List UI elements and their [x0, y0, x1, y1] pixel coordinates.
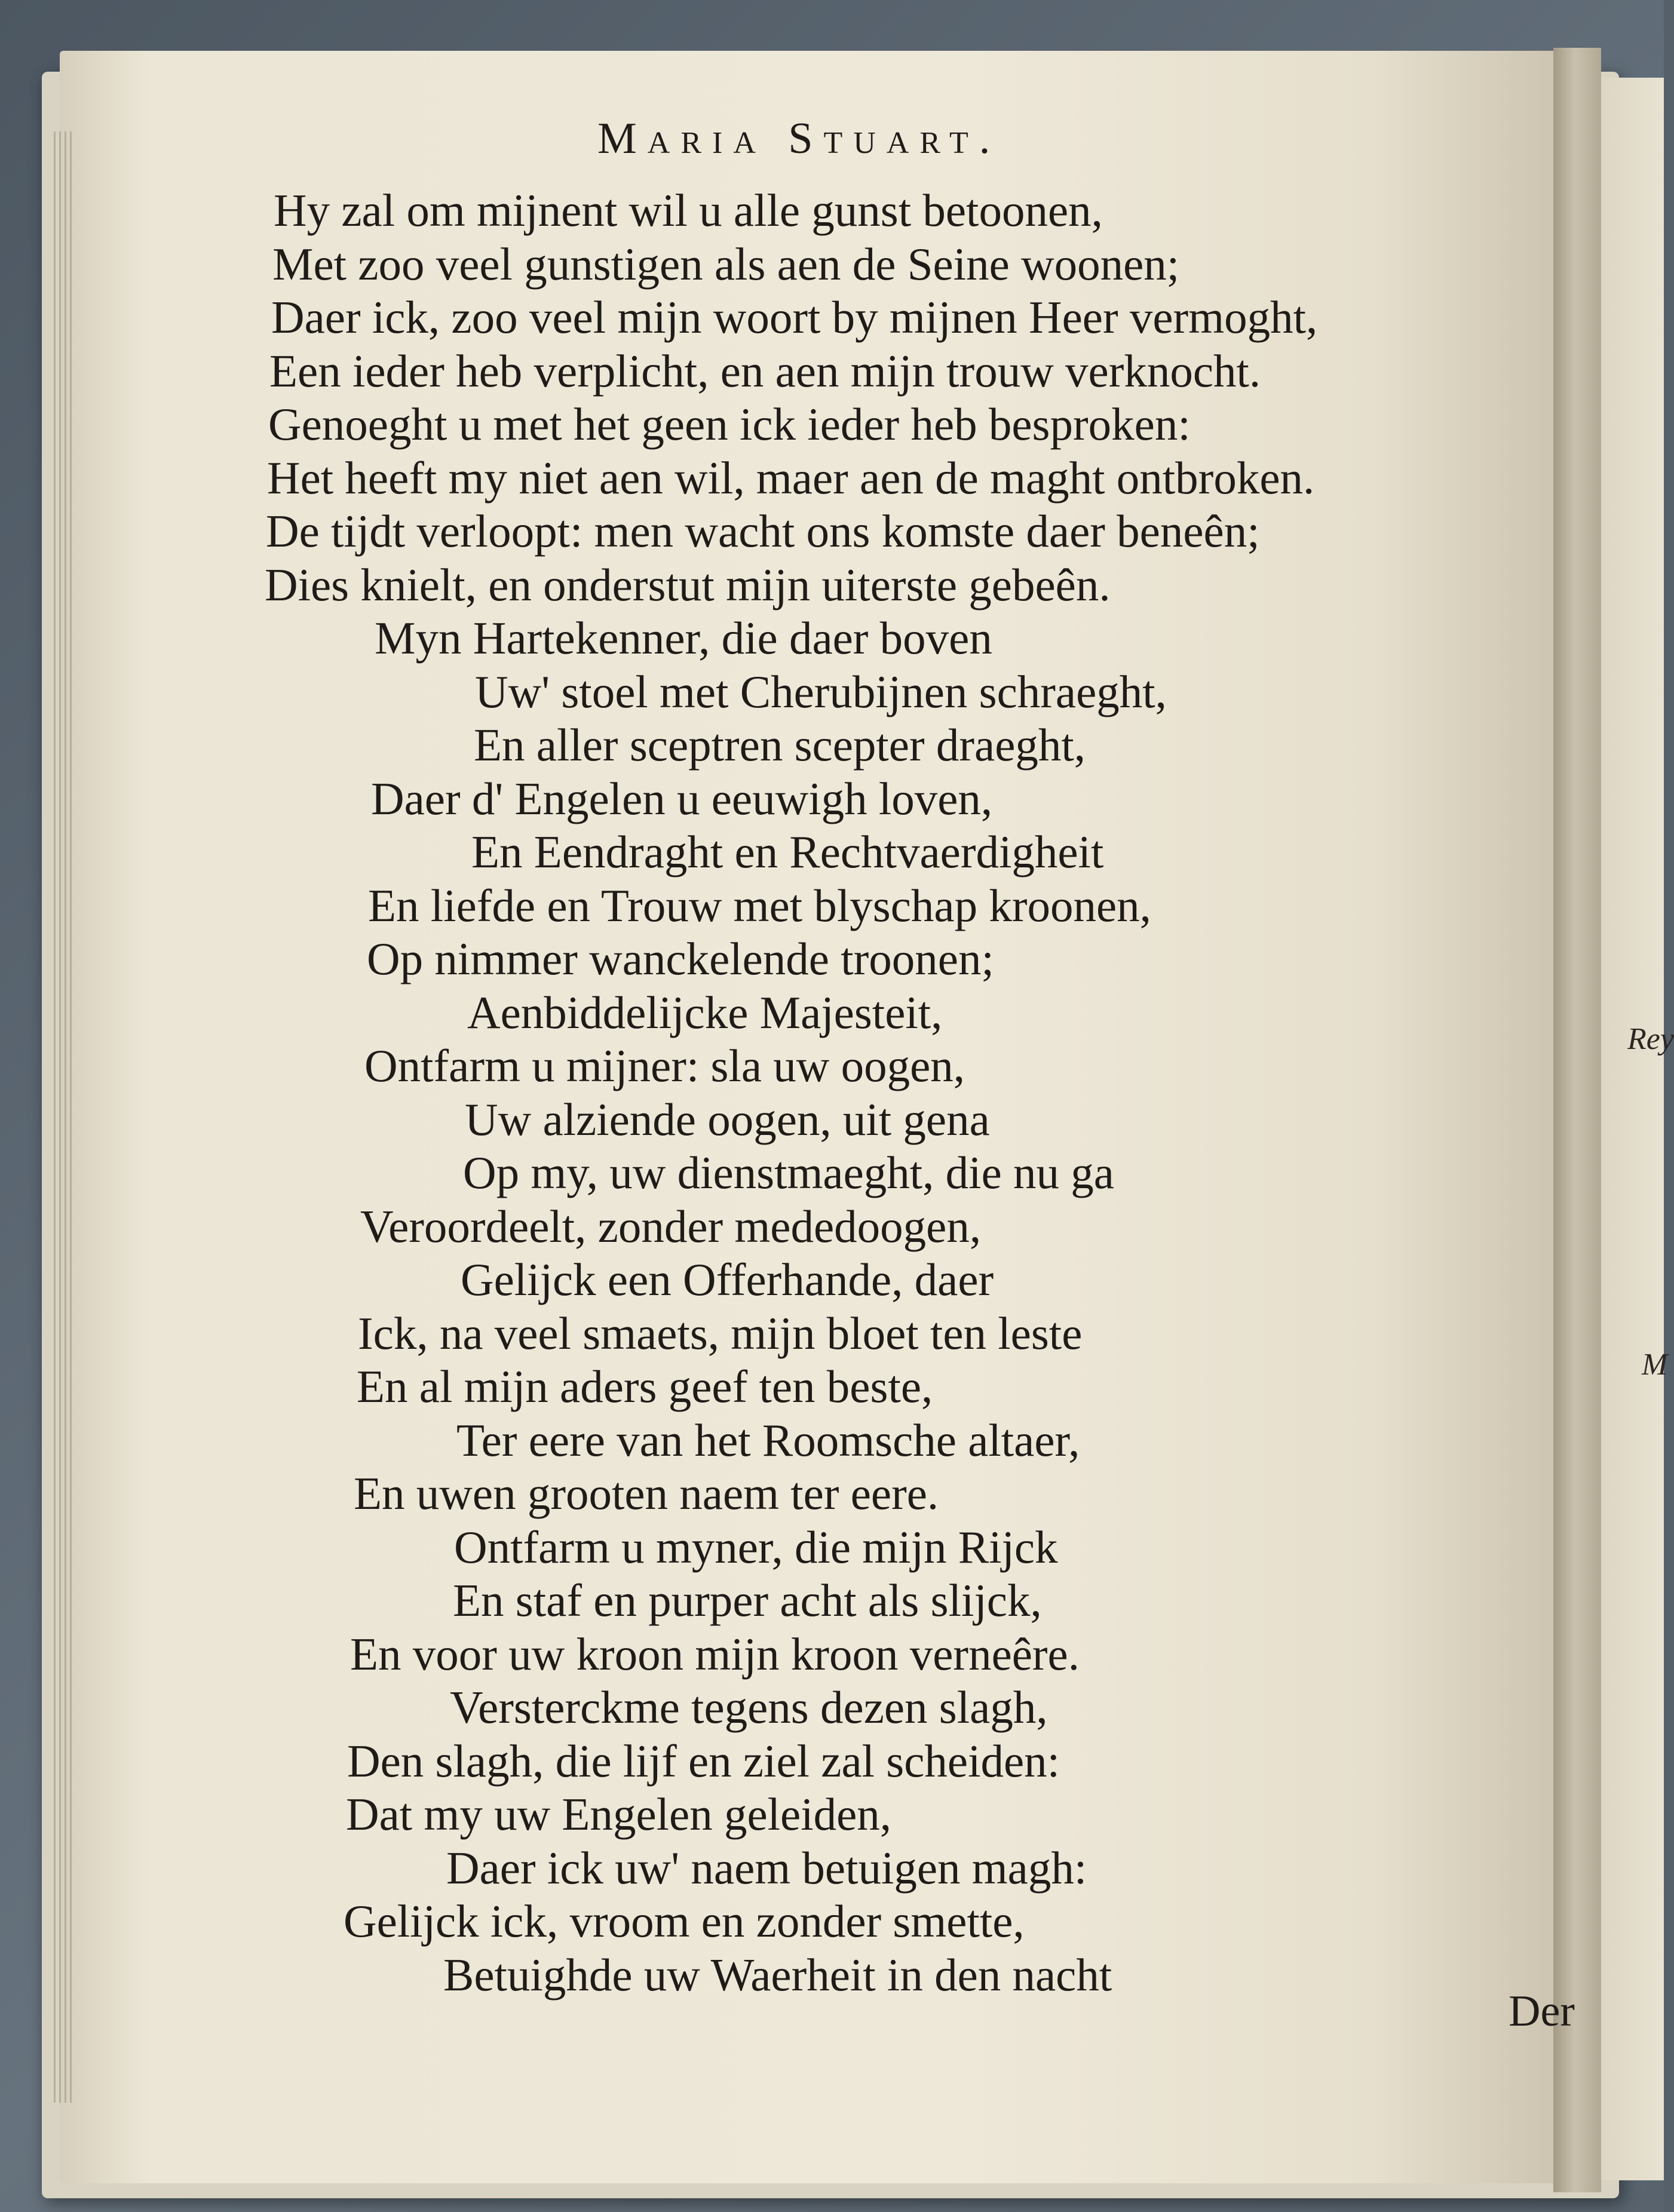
poem-line: Gelijck een Offerhande, daer: [461, 1254, 994, 1305]
poem-line: Ontfarm u myner, die mijn Rijck: [454, 1521, 1058, 1573]
poem-line: Daer ick, zoo veel mijn woort by mijnen Heer vermoght,: [271, 292, 1318, 343]
page-edges: [54, 131, 72, 2103]
poem-line: Een ieder heb verplicht, en aen mijn trouw verknocht.: [269, 345, 1261, 397]
poem-line: Ontfarm u mijner: sla uw oogen,: [364, 1040, 965, 1091]
poem-line: En Eendraght en Rechtvaerdigheit: [471, 826, 1104, 878]
poem-line: Versterckme tegens dezen slagh,: [450, 1682, 1048, 1733]
poem-line: En uwen grooten naem ter eere.: [354, 1468, 939, 1519]
poem-line: Gelijck ick, vroom en zonder smette,: [344, 1895, 1025, 1947]
poem-line: Ter eere van het Roomsche altaer,: [456, 1414, 1080, 1466]
running-head: Maria Stuart.: [597, 114, 1001, 163]
poem-line: Genoeght u met het geen ick ieder heb besproken:: [268, 398, 1191, 450]
poem-line: Met zoo veel gunstigen als aen de Seine woonen;: [272, 238, 1180, 290]
poem-line: Daer d' Engelen u eeuwigh loven,: [371, 772, 993, 824]
poem-line: En voor uw kroon mijn kroon verneêre.: [350, 1628, 1080, 1680]
poem-line: De tijdt verloopt: men wacht ons komste daer beneên;: [266, 505, 1260, 557]
poem-line: Betuighde uw Waerheit in den nacht: [443, 1949, 1112, 2001]
book-gutter: [1553, 48, 1601, 2192]
poem-line: Uw' stoel met Cherubijnen schraeght,: [475, 665, 1167, 717]
poem-line: Den slagh, die lijf en ziel zal scheiden:: [347, 1735, 1060, 1787]
poem-line: Daer ick uw' naem betuigen magh:: [446, 1842, 1087, 1894]
poem-line: Ick, na veel smaets, mijn bloet ten leste: [358, 1307, 1083, 1359]
poem-line: Dat my uw Engelen geleiden,: [346, 1788, 892, 1840]
poem-line: Veroordeelt, zonder mededoogen,: [360, 1200, 982, 1252]
poem-line: Op nimmer wanckelende troonen;: [367, 933, 994, 984]
poem-line: En aller sceptren scepter draeght,: [474, 719, 1086, 771]
poem-line: Op my, uw dienstmaeght, die nu ga: [463, 1147, 1114, 1198]
poem-line: Hy zal om mijnent wil u alle gunst betoonen,: [274, 185, 1103, 236]
poem-line: En al mijn aders geef ten beste,: [357, 1361, 933, 1412]
poem-line: En staf en purper acht als slijck,: [453, 1575, 1042, 1626]
poem-line: Uw alziende oogen, uit gena: [465, 1093, 990, 1145]
poem-line: Myn Hartekenner, die daer boven: [375, 612, 992, 664]
poem-line: Dies knielt, en onderstut mijn uiterste gebeên.: [265, 559, 1111, 610]
poem-line: Aenbiddelijcke Majesteit,: [467, 986, 943, 1038]
catchword: Der: [1509, 1987, 1575, 2036]
facing-margin-note: Rey: [1627, 1022, 1674, 1056]
facing-page: [1601, 78, 1664, 2180]
facing-margin-note: M: [1642, 1348, 1668, 1382]
poem-line: Het heeft my niet aen wil, maer aen de maght ontbroken.: [267, 452, 1315, 504]
poem-line: En liefde en Trouw met blyschap kroonen,: [368, 879, 1151, 931]
